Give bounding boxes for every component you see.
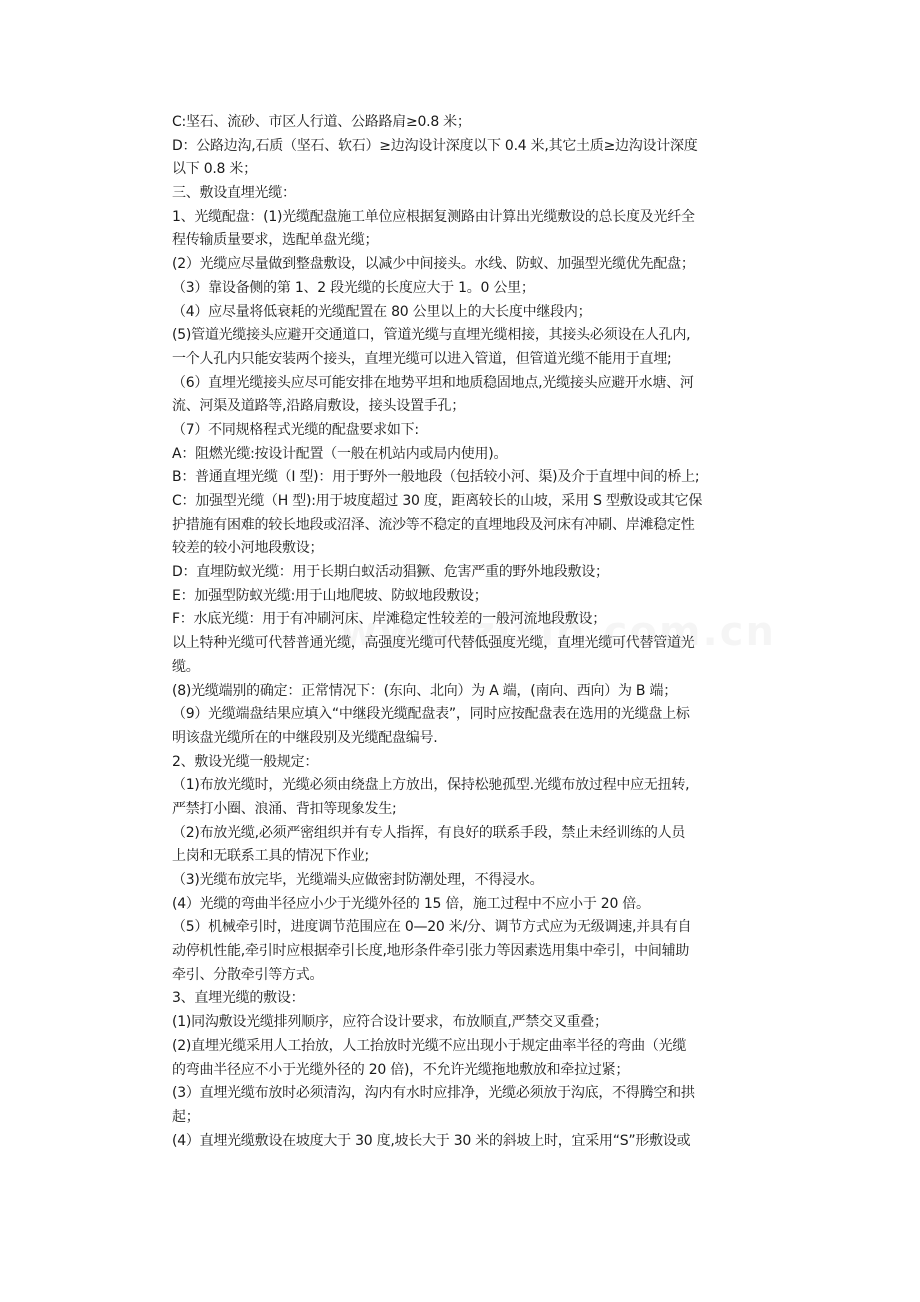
- text-line: （9）光缆端盘结果应填入“中继段光缆配盘表”，同时应按配盘表在选用的光缆盘上标: [172, 706, 690, 723]
- text-line: D：公路边沟,石质（坚石、软石）≥边沟设计深度以下 0.4 米,其它土质≥边沟设计深度: [172, 137, 698, 154]
- text-line: 三、敷设直埋光缆：: [172, 185, 296, 202]
- text-line: 以下 0.8 米；: [172, 161, 257, 178]
- text-line: A：阻燃光缆:按设计配置（一般在机站内或局内使用)。: [172, 445, 508, 462]
- text-line: (3）直埋光缆布放时必须清沟，沟内有水时应排净，光缆必须放于沟底，不得腾空和拱: [172, 1085, 695, 1102]
- text-line: (4）光缆的弯曲半径应小少于光缆外径的 15 倍，施工过程中不应小于 20 倍。: [172, 895, 650, 912]
- text-line: 牵引、分散牵引等方式。: [172, 966, 324, 983]
- text-line: 上岗和无联系工具的情况下作业;: [172, 848, 369, 865]
- text-line: 一个人孔内只能安装两个接头，直埋光缆可以进入管道，但管道光缆不能用于直埋;: [172, 350, 672, 367]
- text-line: (5)管道光缆接头应避开交通道口，管道光缆与直埋光缆相接，其接头必须设在人孔内,: [172, 327, 691, 344]
- text-line: （4）应尽量将低衰耗的光缆配置在 80 公里以上的大长度中继段内；: [172, 303, 592, 320]
- text-line: 2、敷设光缆一般规定：: [172, 753, 319, 770]
- text-line: （2)布放光缆,必须严密组织并有专人指挥，有良好的联系手段，禁止未经训练的人员: [172, 824, 686, 841]
- document-body: [172, 111, 788, 1153]
- text-line: （3）靠设备侧的第 1、2 段光缆的长度应大于 1。0 公里；: [172, 279, 535, 296]
- text-line: (2）光缆应尽量做到整盘敷设，以减少中间接头。水线、防蚁、加强型光缆优先配盘；: [172, 256, 695, 273]
- text-line: 严禁打小圈、浪涌、背扣等现象发生;: [172, 800, 397, 817]
- text-line: 较差的较小河地段敷设；: [172, 540, 324, 557]
- text-line: 动停机性能,牵引时应根据牵引长度,地形条件牵引张力等因素选用集中牵引，中间辅助: [172, 943, 690, 960]
- text-line: （1)布放光缆时，光缆必须由绕盘上方放出，保持松驰孤型.光缆布放过程中应无扭转,: [172, 777, 690, 794]
- text-line: C:坚石、流砂、市区人行道、公路路肩≥0.8 米；: [172, 114, 471, 130]
- text-line: (4）直埋光缆敷设在坡度大于 30 度,坡长大于 30 米的斜坡上时，宜采用“S”形敷设或: [172, 1132, 691, 1149]
- text-line: 3、直埋光缆的敷设：: [172, 990, 305, 1007]
- text-line: 程传输质量要求，选配单盘光缆；: [172, 232, 379, 249]
- text-line: 流、河渠及道路等,沿路肩敷设，接头设置手孔；: [172, 398, 465, 415]
- text-line: B：普通直埋光缆（I 型)：用于野外一般地段（包括较小河、渠)及介于直埋中间的桥上;: [172, 469, 700, 486]
- text-line: 1、光缆配盘：(1)光缆配盘施工单位应根据复测路由计算出光缆敷设的总长度及光纤全: [172, 208, 695, 225]
- text-line: 以上特种光缆可代替普通光缆，高强度光缆可代替低强度光缆，直埋光缆可代替管道光: [172, 635, 695, 652]
- text-line: （6）直埋光缆接头应尽可能安排在地势平坦和地质稳固地点,光缆接头应避开水塘、河: [172, 374, 694, 391]
- text-line: D：直埋防蚁光缆：用于长期白蚁活动猖獗、危害严重的野外地段敷设；: [172, 564, 609, 581]
- text-line: 缆。: [172, 658, 200, 675]
- text-line: C：加强型光缆（H 型):用于坡度超过 30 度，距离较长的山坡，采用 S 型敷设或其它保: [172, 493, 703, 509]
- text-line: 的弯曲半径应不小于光缆外径的 20 倍)，不允许光缆拖地敷放和牵拉过紧；: [172, 1061, 630, 1078]
- text-line: (1)同沟敷设光缆排列顺序，应符合设计要求，布放顺直,严禁交叉重叠；: [172, 1014, 608, 1031]
- text-line: （3)光缆布放完毕，光缆端头应做密封防潮处理，不得浸水。: [172, 872, 544, 888]
- text-line: (2)直埋光缆采用人工抬放，人工抬放时光缆不应出现小于规定曲率半径的弯曲（光缆: [172, 1037, 687, 1054]
- text-line: （7）不同规格程式光缆的配盘要求如下:: [172, 421, 419, 438]
- text-line: (8)光缆端别的确定：正常情况下：(东向、北向）为 A 端，(南向、西向）为 B 端；: [172, 682, 677, 699]
- text-line: 护措施有困难的较长地段或沼泽、流沙等不稳定的直埋地段及河床有冲刷、岸滩稳定性: [172, 516, 695, 533]
- text-line: F：水底光缆：用于有冲刷河床、岸滩稳定性较差的一般河流地段敷设；: [172, 611, 607, 628]
- text-line: E：加强型防蚁光缆:用于山地爬坡、防蚁地段敷设；: [172, 587, 488, 604]
- text-line: 明该盘光缆所在的中继段别及光缆配盘编号.: [172, 729, 438, 746]
- text-line: （5）机械牵引时，进度调节范围应在 0—20 米/分、调节方式应为无级调速,并具有自: [172, 919, 692, 936]
- text-line: 起；: [172, 1108, 200, 1125]
